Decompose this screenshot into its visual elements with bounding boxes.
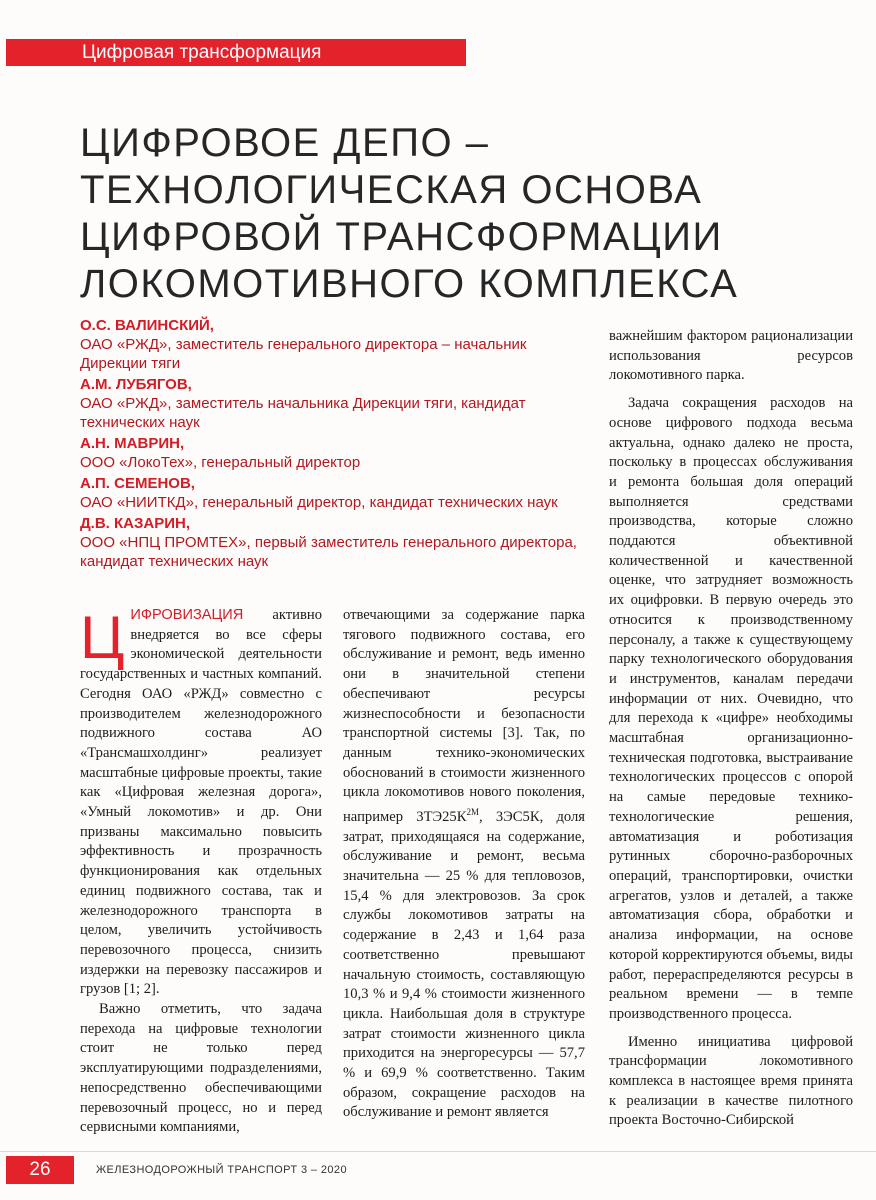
author-name: Д.В. КАЗАРИН, [80,515,191,532]
superscript: 2М [466,807,479,818]
paragraph [343,606,585,1123]
author-role: ОАО «РЖД», заместитель начальника Дирекции тяги, кандидат технических наук [80,395,526,431]
paragraph: важнейшим фактором рационализации использования ресурсов локомотивного парка. [609,328,853,384]
author-role: ООО «НПЦ ПРОМТЕХ», первый заместитель генерального директора, кандидат технических наук [80,534,577,570]
title-line: ТЕХНОЛОГИЧЕСКАЯ ОСНОВА [80,168,703,212]
author-role: ОАО «НИИТКД», генеральный директор, кандидат технических наук [80,494,558,511]
paragraph-text: , 3ЭС5К, доля затрат, приходящаяся на содержание, обслуживание и ремонт, весьма значительна — 25 % для тепловозов, 15,4 % для электровозов. За срок службы локомотивов затраты на содержание в 2,43 и 1,64 раза соответственно превышают начальную стоимость, составляющую 10,3 % и 9,4 % стоимости жизненного цикла. Наибольшая доля в структуре затрат стоимости жизненного цикла приходится на энергоресурсы — 57,7 % и 69,9 % соответственно. Таким образом, сокращение расходов на обслуживание и ремонт является [343,808,585,1121]
author-name: А.П. СЕМЕНОВ, [80,475,195,492]
title-line: ЛОКОМОТИВНОГО КОМПЛЕКСА [80,262,739,306]
paragraph: Задача сокращения расходов на основе цифрового подхода весьма актуальна, однако далеко не проста, поскольку в процессах обслуживания и ремонта большая доля операций выполняется средствами производства, которые сложно поддаются объективной количественной и качественной оценке, что затрудняет возможность их оцифровки. В первую очередь это относится к производственному персоналу, а также к существующему парку технологического оборудования и инструментов, каналам передачи информации от них. Очевидно, что для перехода к «цифре» необходимы масштабная организационно-техническая подготовка, выстраивание технологических процессов с опорой на самые передовые технико-технологические решения, автоматизация и роботизация рутинных сборочно-разборочных операций, транспортировки, очистки агрегатов, узлов и деталей, а также автоматизация сбора, обработки и анализа информации, на основе которой корректируются объемы, виды работ, перераспределяются ресурсы в реальном времени — в темпе производственного процесса. [609,395,853,1022]
paragraph: Именно инициатива цифровой трансформации локомотивного комплекса в настоящее время принята к реализации в качестве пилотного проекта Восточно-Сибирской [609,1033,853,1129]
paragraph: Важно отметить, что задача перехода на цифровые технологии стоит не только перед эксплуатирующими подразделениями, непосредственно обеспечивающими перевозочный процесс, но и перед сервисными компаниями, [80,1001,322,1136]
author [80,434,590,472]
author [80,375,590,432]
article-title [80,120,840,308]
page-footer [0,1151,876,1182]
author [80,316,590,373]
author [80,474,590,512]
title-line: ЦИФРОВОЙ ТРАНСФОРМАЦИИ [80,215,723,259]
drop-cap: Ц [80,604,125,671]
author [80,514,590,571]
paragraph-text: активно внедряется во все сферы экономической деятельности государственных и частных компаний. Сегодня ОАО «РЖД» совместно с производителем железнодорожного подвижного состава АО «Трансмашхолдинг» реализует масштабные цифровые проекты, такие как «Цифровая железная дорога», «Умный локомотив» и др. Они призваны максимально повысить эффективность и прозрачность функционирования как отдельных единиц подвижного состава, так и железнодорожного транспорта в целом, увеличить устойчивость перевозочного процесса, снизить издержки на перевозку пассажиров и грузов [1; 2]. [80,607,322,998]
author-name: А.Н. МАВРИН, [80,435,185,452]
paragraph-text: отвечающими за содержание парка тягового подвижного состава, его обслуживание и ремонт, ведь именно они в значительной степени обеспечивают ресурсы жизнеспособности и безопасности транспортной системы [3]. Так, по данным технико-экономических обоснований в стоимости жизненного цикла локомотивов нового поколения, например 3ТЭ25К [343,607,585,825]
journal-name: ЖЕЛЕЗНОДОРОЖНЫЙ ТРАНСПОРТ 3 – 2020 [96,1164,347,1176]
article-column-2 [343,606,585,1123]
title-line: ЦИФРОВОЕ ДЕПО – [80,121,490,165]
section-rubric: Цифровая трансформация [6,39,466,66]
article-column-3 [609,327,853,1131]
authors-block [80,316,590,573]
author-role: ОАО «РЖД», заместитель генерального директора – начальник Дирекции тяги [80,336,527,372]
author-role: ООО «ЛокоТех», генеральный директор [80,454,361,471]
lead-word: ИФРОВИЗАЦИЯ [130,607,244,623]
author-name: А.М. ЛУБЯГОВ, [80,376,192,393]
paragraph [80,606,322,1000]
author-name: О.С. ВАЛИНСКИЙ, [80,317,214,334]
page-number: 26 [6,1156,74,1184]
article-column-1 [80,606,322,1138]
